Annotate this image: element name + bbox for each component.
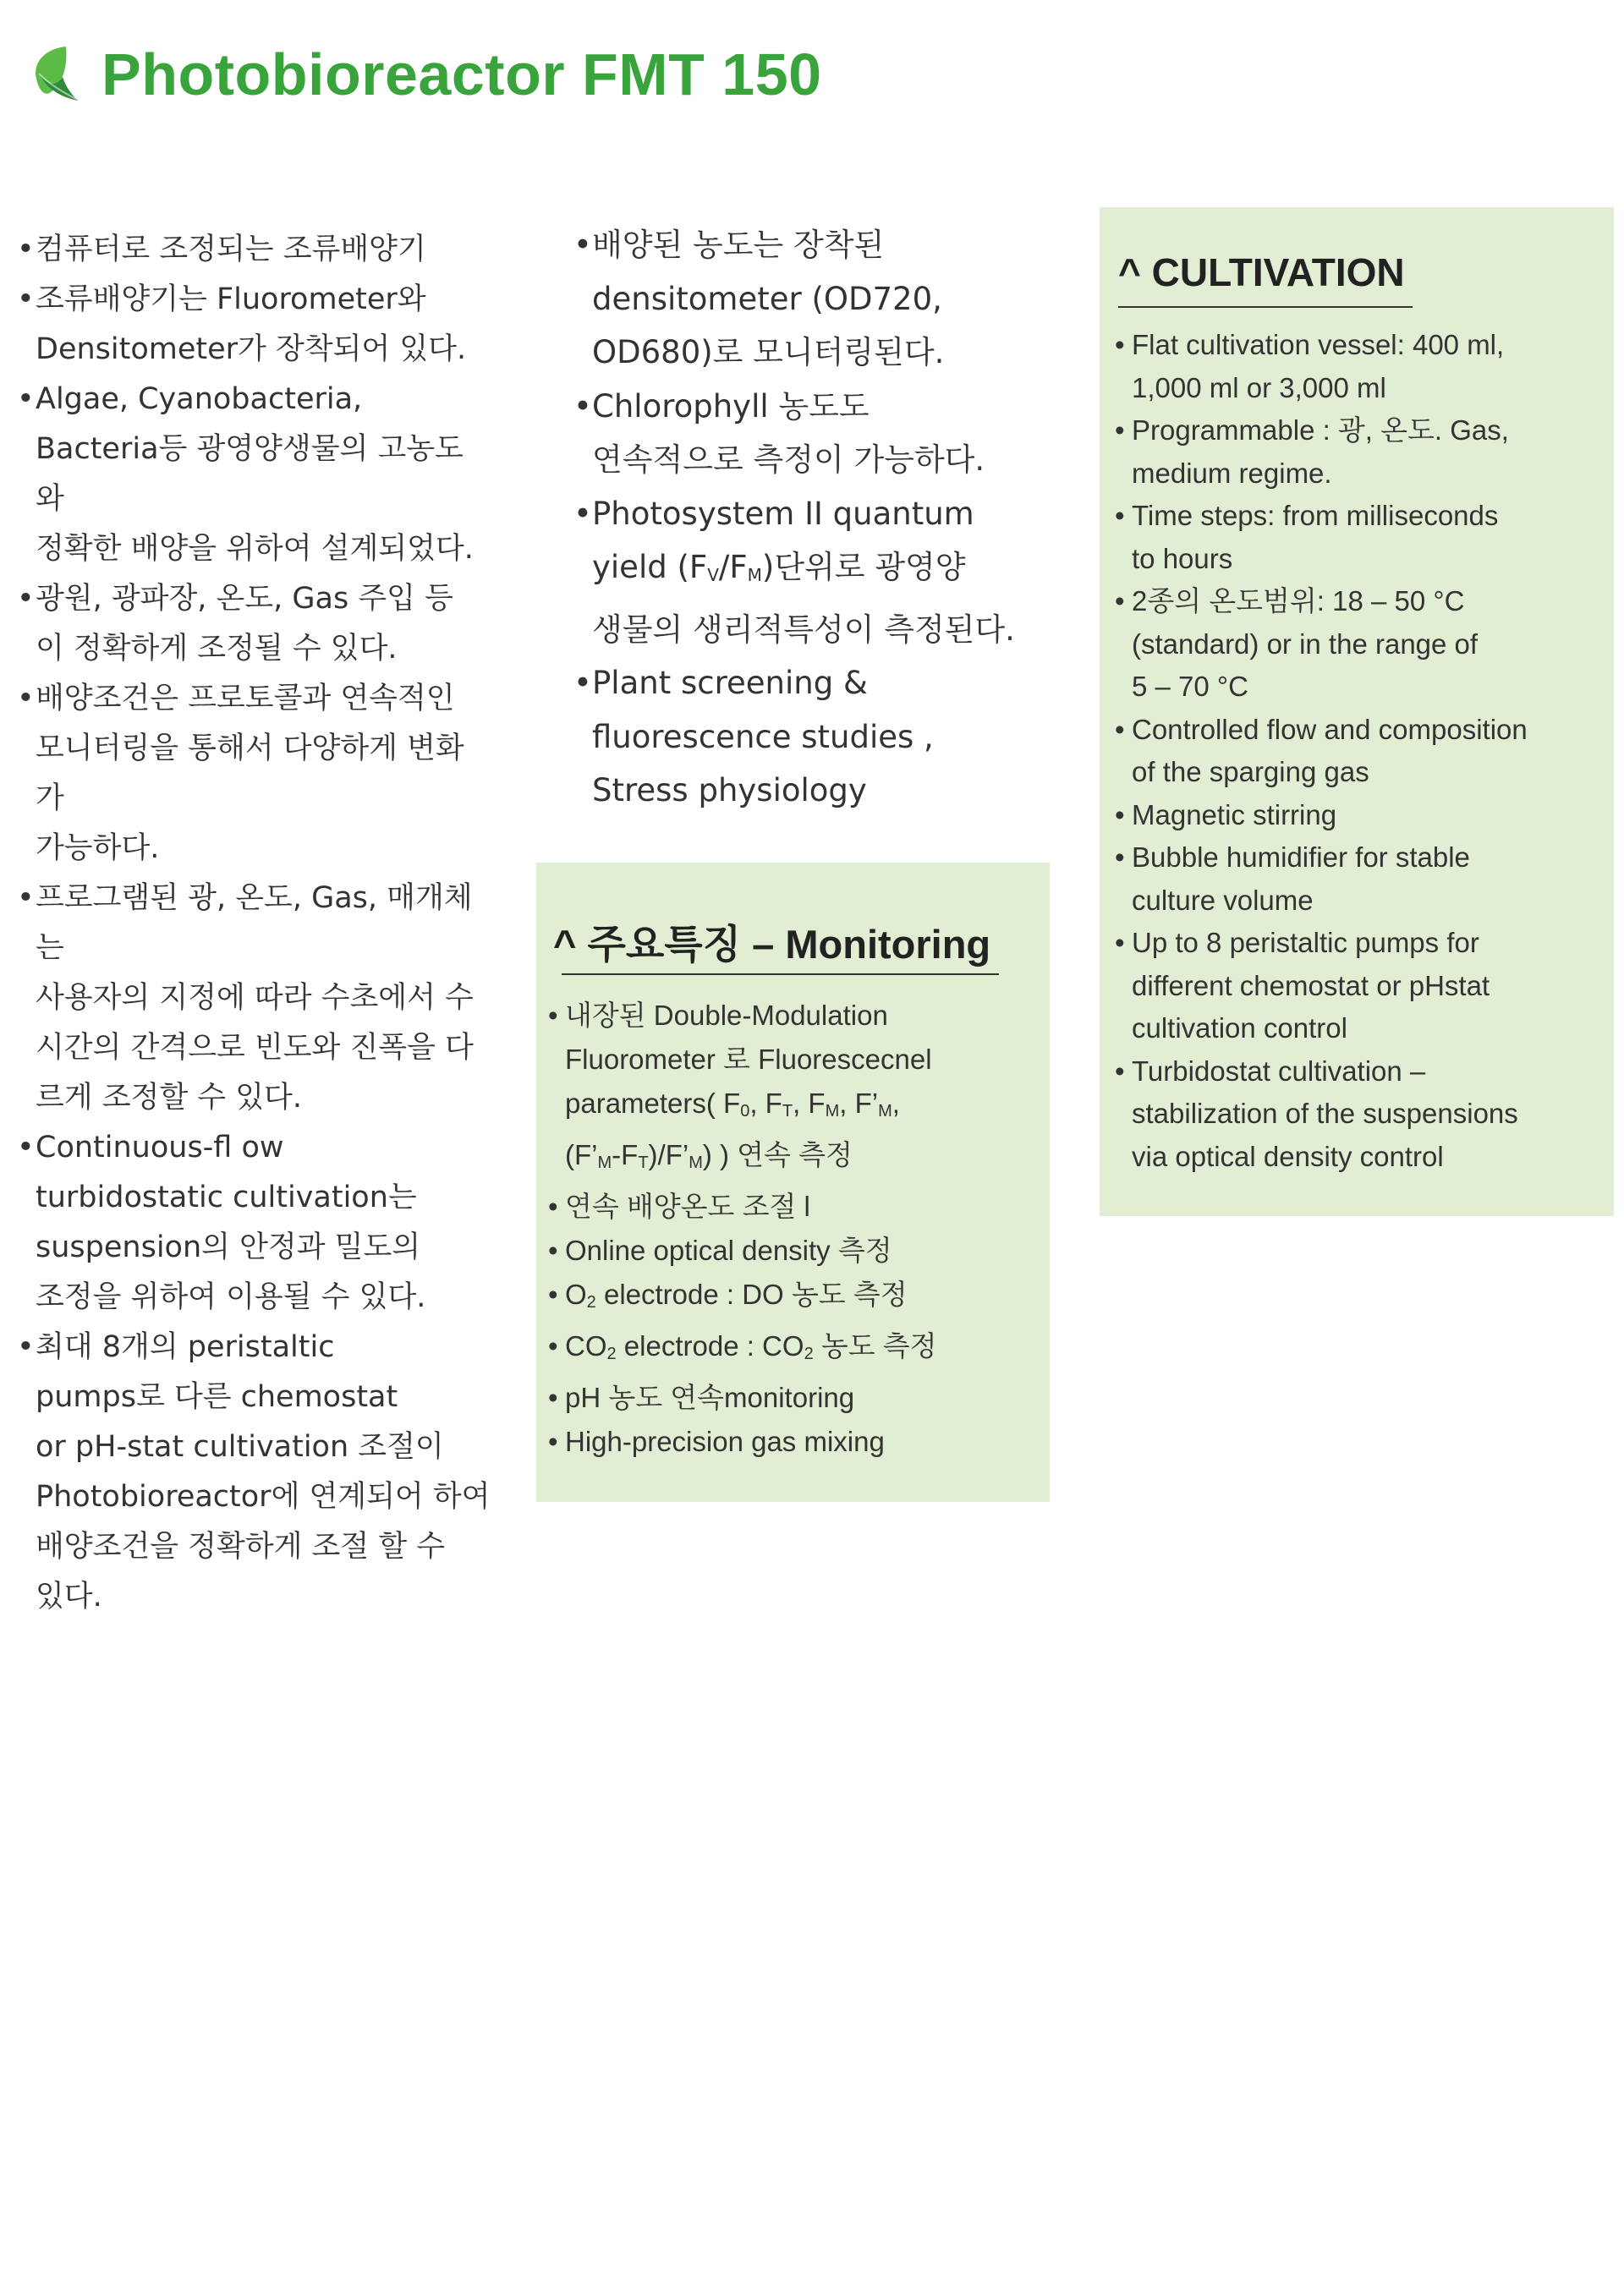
bullet: • bbox=[17, 282, 35, 316]
list-item-photosystem bbox=[573, 487, 1047, 657]
list-item bbox=[573, 380, 1047, 487]
list-item-text: Time steps: from milliseconds to hours bbox=[1132, 500, 1499, 574]
bullet: • bbox=[1115, 798, 1125, 830]
list-item bbox=[548, 1324, 1039, 1376]
subscript: T bbox=[638, 1153, 649, 1172]
subscript: 2 bbox=[606, 1345, 617, 1363]
params-text: -F bbox=[612, 1139, 639, 1170]
list-item-text: 조류배양기는 Fluorometer와 Densitometer가 장착되어 있다. bbox=[36, 282, 467, 366]
list-item bbox=[1115, 836, 1605, 922]
list-item bbox=[17, 1323, 491, 1622]
bullet: • bbox=[573, 495, 592, 532]
params-text: (F’ bbox=[565, 1139, 598, 1170]
list-item-text: Magnetic stirring bbox=[1132, 798, 1337, 830]
list-item bbox=[17, 1123, 491, 1323]
list-item-text: 광원, 광파장, 온도, Gas 주입 등 이 정확하게 조정될 수 있다. bbox=[36, 582, 453, 666]
subscript-v: V bbox=[707, 565, 719, 585]
o2-text: electrode : DO 농도 측정 bbox=[595, 1279, 908, 1310]
list-item bbox=[1115, 922, 1605, 1050]
o2-text: O bbox=[565, 1279, 587, 1310]
bullet: • bbox=[17, 582, 35, 616]
list-item bbox=[1115, 1050, 1605, 1179]
list-item-text: High-precision gas mixing bbox=[565, 1426, 885, 1457]
cultivation-panel bbox=[1100, 207, 1614, 1216]
list-item bbox=[17, 674, 491, 874]
list-item bbox=[1115, 709, 1605, 794]
subscript: M bbox=[825, 1102, 840, 1121]
list-item-text: Turbidostat cultivation – stabilization of the suspensions via optical density control bbox=[1132, 1055, 1518, 1172]
bullet: • bbox=[17, 881, 35, 915]
measurement-list bbox=[573, 218, 1047, 818]
bullet: • bbox=[17, 1330, 35, 1364]
bullet: • bbox=[17, 382, 35, 416]
subscript: 0 bbox=[740, 1102, 750, 1121]
co2-text: CO bbox=[565, 1330, 607, 1362]
list-item-text: Plant screening & fluorescence studies , Stress physiology bbox=[592, 665, 934, 808]
list-item-text: Online optical density 측정 bbox=[565, 1235, 892, 1266]
bullet: • bbox=[17, 1131, 35, 1164]
photosystem-line3: 생물의 생리적특성이 측정된다. bbox=[592, 611, 1015, 648]
list-item bbox=[548, 1420, 1039, 1464]
list-item-text: Chlorophyll 농도도 연속적으로 측정이 가능하다. bbox=[592, 387, 985, 478]
co2-text: electrode : CO bbox=[616, 1330, 804, 1362]
list-item bbox=[548, 994, 1039, 1185]
list-item bbox=[17, 375, 491, 574]
bullet: • bbox=[1115, 841, 1125, 873]
params-text: )/F’ bbox=[648, 1139, 689, 1170]
photosystem-yield-suffix: )단위로 광영양 bbox=[761, 549, 966, 585]
heading-divider bbox=[1118, 306, 1413, 308]
list-item bbox=[573, 656, 1047, 818]
bullet: • bbox=[548, 1382, 558, 1413]
list-item bbox=[548, 1376, 1039, 1420]
subscript: T bbox=[782, 1102, 793, 1121]
list-item-text: 최대 8개의 peristaltic pumps로 다른 chemostat or pH-stat cultivation 조절이 Photobioreactor에 연계되어 하여 배양조건을 정확하게 조절 할 수 있다. bbox=[36, 1330, 491, 1614]
list-item bbox=[17, 275, 491, 375]
bullet: • bbox=[548, 1279, 558, 1310]
bullet: • bbox=[1115, 1055, 1125, 1087]
params-text: ) ) 연속 측정 bbox=[702, 1139, 853, 1170]
bullet: • bbox=[548, 1330, 558, 1362]
bullet: • bbox=[1115, 585, 1125, 616]
subscript: M bbox=[689, 1153, 703, 1172]
list-item-text: pH 농도 연속monitoring bbox=[565, 1382, 855, 1413]
list-item-text: 배양된 농도는 장착된 densitometer (OD720, OD680)로 모니터링된다. bbox=[592, 227, 945, 370]
params-text: , bbox=[892, 1088, 900, 1119]
list-item bbox=[548, 1273, 1039, 1324]
subscript-m: M bbox=[747, 565, 762, 585]
monitoring-list bbox=[548, 994, 1039, 1464]
bullet: • bbox=[573, 665, 592, 701]
list-item bbox=[548, 1185, 1039, 1229]
bullet: • bbox=[1115, 713, 1125, 745]
list-item bbox=[17, 874, 491, 1123]
monitoring-panel bbox=[536, 863, 1050, 1502]
bullet: • bbox=[1115, 329, 1125, 360]
cultivation-list bbox=[1115, 324, 1605, 1178]
params-text: , F bbox=[793, 1088, 826, 1119]
heading-divider bbox=[562, 973, 999, 975]
bullet: • bbox=[1115, 414, 1125, 446]
bullet: • bbox=[548, 1191, 558, 1222]
cultivation-heading: ^ CULTIVATION bbox=[1118, 250, 1405, 294]
list-item bbox=[1115, 324, 1605, 409]
co2-text: 농도 측정 bbox=[813, 1330, 937, 1362]
list-item-text: Up to 8 peristaltic pumps for different chemostat or pHstat cultivation control bbox=[1132, 927, 1490, 1044]
photosystem-line1: Photosystem II quantum bbox=[592, 495, 974, 532]
subscript: 2 bbox=[586, 1293, 596, 1312]
photosystem-yield-prefix: yield (F bbox=[592, 549, 708, 585]
list-item-text: Controlled flow and composition of the sparging gas bbox=[1132, 713, 1528, 787]
list-item bbox=[17, 225, 491, 275]
photosystem-slash: /F bbox=[718, 549, 748, 585]
params-text: parameters( F bbox=[565, 1088, 741, 1119]
list-item-text: 연속 배양온도 조절 l bbox=[565, 1191, 810, 1222]
bullet: • bbox=[548, 1235, 558, 1266]
green-leaf-icon bbox=[29, 45, 83, 104]
list-item-text: Flat cultivation vessel: 400 ml, 1,000 ml or 3,000 ml bbox=[1132, 329, 1505, 403]
list-item bbox=[1115, 794, 1605, 837]
bullet: • bbox=[1115, 927, 1125, 958]
list-item bbox=[573, 218, 1047, 380]
list-item bbox=[1115, 495, 1605, 580]
subscript: 2 bbox=[804, 1345, 814, 1363]
list-item-text: 배양조건은 프로토콜과 연속적인 모니터링을 통해서 다양하게 변화가 가능하다. bbox=[36, 682, 464, 865]
bullet: • bbox=[1115, 500, 1125, 531]
subscript: M bbox=[597, 1153, 612, 1172]
list-item bbox=[548, 1229, 1039, 1273]
list-item-text: 프로그램된 광, 온도, Gas, 매개체는 사용자의 지정에 따라 수초에서 수 시간의 간격으로 빈도와 진폭을 다 르게 조정할 수 있다. bbox=[36, 881, 474, 1115]
params-text: , F’ bbox=[839, 1088, 879, 1119]
list-item-text: Bubble humidifier for stable culture volume bbox=[1132, 841, 1470, 916]
monitoring-heading: ^ 주요특징 – Monitoring bbox=[553, 922, 991, 967]
bullet: • bbox=[17, 233, 35, 266]
bullet: • bbox=[548, 1000, 558, 1031]
list-item-text: Programmable : 광, 온도. Gas, medium regime. bbox=[1132, 414, 1509, 489]
list-item bbox=[1115, 409, 1605, 495]
list-item bbox=[17, 574, 491, 674]
list-item-text: 컴퓨터로 조정되는 조류배양기 bbox=[36, 233, 426, 266]
feature-list-korean bbox=[17, 225, 491, 1622]
page-title: Photobioreactor FMT 150 bbox=[102, 41, 822, 107]
params-text: , F bbox=[749, 1088, 782, 1119]
fluorometer-line1: 내장된 Double-Modulation bbox=[565, 1000, 888, 1031]
list-item bbox=[1115, 580, 1605, 709]
subscript: M bbox=[878, 1102, 892, 1121]
bullet: • bbox=[573, 387, 592, 425]
list-item-text: Continuous-fl ow turbidostatic cultivation는 suspension의 안정과 밀도의 조정을 위하여 이용될 수 있다. bbox=[36, 1131, 426, 1314]
bullet: • bbox=[17, 682, 35, 715]
page-header bbox=[29, 32, 822, 117]
bullet: • bbox=[573, 227, 592, 263]
fluorometer-line2: Fluorometer 로 Fluorescecnel bbox=[565, 1044, 932, 1075]
list-item-text: 2종의 온도범위: 18 – 50 °C (standard) or in the range of 5 – 70 °C bbox=[1132, 585, 1479, 702]
bullet: • bbox=[548, 1426, 558, 1457]
list-item-text: Algae, Cyanobacteria, Bacteria등 광영양생물의 고농도 와 정확한 배양을 위하여 설계되었다. bbox=[36, 382, 474, 566]
